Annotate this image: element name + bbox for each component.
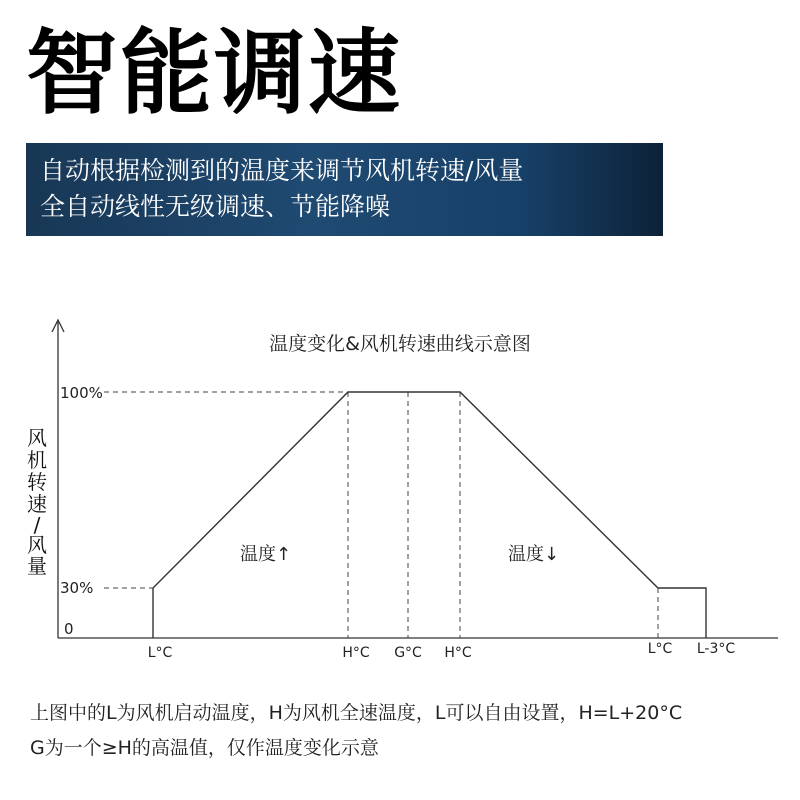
banner-line-2: 全自动线性无级调速、节能降噪: [40, 192, 391, 221]
y-tick-0: 0: [64, 620, 74, 638]
x-tick-h: H°C: [342, 645, 370, 661]
y-axis-label-char: 速: [27, 492, 47, 516]
y-axis-label-char: 量: [27, 554, 47, 578]
y-axis-label-char: /: [33, 513, 41, 537]
x-tick-g: G°C: [394, 645, 422, 661]
diagram-title: 温度变化&风机转速曲线示意图: [269, 333, 531, 355]
y-axis-label-char: 风: [27, 533, 47, 557]
page-title: 智能调速: [26, 20, 403, 127]
y-axis-label-char: 机: [27, 448, 47, 472]
note-line-2: G为一个≥H的高温值，仅作温度变化示意: [30, 737, 379, 759]
x-tick-l-minus-3: L-3°C: [696, 641, 736, 657]
falling-temperature-label: 温度↓: [508, 544, 560, 565]
rising-temperature-label: 温度↑: [240, 544, 292, 565]
x-tick-l: L°C: [647, 641, 673, 657]
note-line-1: 上图中的L为风机启动温度，H为风机全速温度，L可以自由设置，H=L+20°C: [30, 702, 683, 724]
y-axis-label-char: 风: [27, 426, 47, 450]
speed-curve: [153, 392, 706, 638]
x-tick-h: H°C: [444, 645, 472, 661]
y-axis-label-char: 转: [27, 470, 47, 494]
banner-line-1: 自动根据检测到的温度来调节风机转速/风量: [40, 156, 524, 185]
y-tick-100: 100%: [60, 384, 103, 402]
y-tick-30: 30%: [60, 579, 94, 597]
x-tick-l: L°C: [147, 645, 173, 661]
